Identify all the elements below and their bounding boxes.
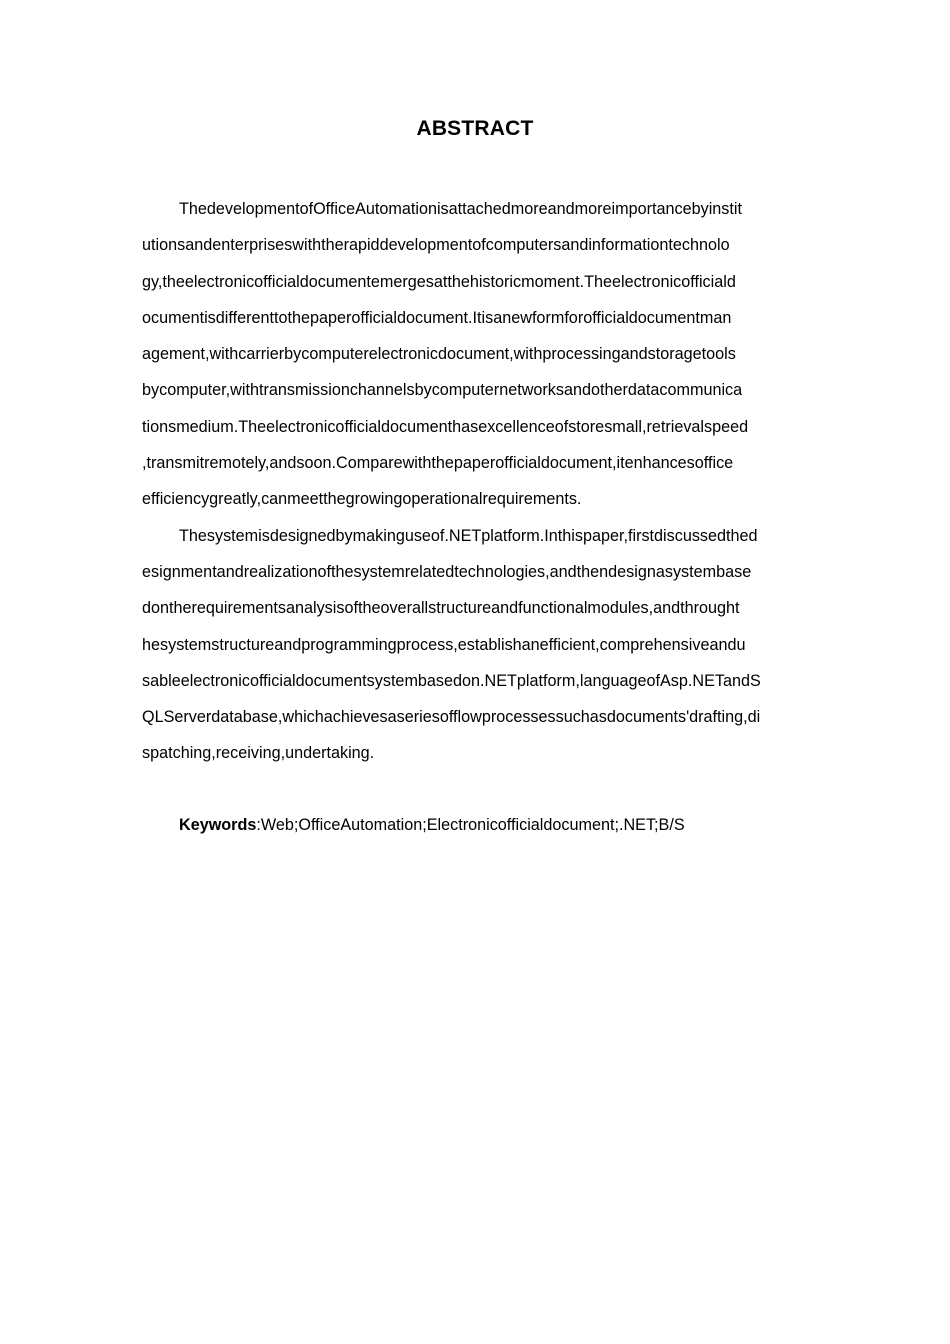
paragraph-2-line: dontherequirementsanalysisoftheoverallstructureandfunctionalmodules,andthrought <box>142 599 740 618</box>
paragraph-2-line: sableelectronicofficialdocumentsystembasedon.NETplatform,languageofAsp.NETandS <box>142 671 761 690</box>
paragraph-2-line: hesystemstructureandprogrammingprocess,establishanefficient,comprehensiveandu <box>142 635 746 654</box>
abstract-title: ABSTRACT <box>416 117 534 140</box>
paragraph-1-line: ThedevelopmentofOfficeAutomationisattachedmoreandmoreimportancebyinstit <box>179 200 742 218</box>
paragraph-1-line: tionsmedium.Theelectronicofficialdocumenthasexcellenceofstoresmall,retrievalspeed <box>142 417 749 436</box>
keywords-text: :Web;OfficeAutomation;Electronicofficialdocument;.NET;B/S <box>256 816 685 834</box>
paragraph-2-line: spatching,receiving,undertaking. <box>142 744 375 763</box>
paragraph-1-line: ocumentisdifferenttothepaperofficialdocument.Itisanewformforofficialdocumentman <box>142 308 732 327</box>
abstract-body <box>142 195 812 776</box>
paragraph-1-line: agement,withcarrierbycomputerelectronicdocument,withprocessingandstoragetools <box>142 345 736 364</box>
paragraph-1-line: ,transmitremotely,andsoon.Comparewiththepaperofficialdocument,itenhancesoffice <box>142 454 734 473</box>
paragraph-1-line: bycomputer,withtransmissionchannelsbycomputernetworksandotherdatacommunica <box>142 381 743 400</box>
paragraph-1-line: efficiencygreatly,canmeetthegrowingoperationalrequirements. <box>142 490 582 509</box>
paragraph-2-line: QLServerdatabase,whichachievesaseriesofflowprocessessuchasdocuments'drafting,di <box>142 708 761 727</box>
paragraph-1-line: gy,theelectronicofficialdocumentemergesatthehistoricmoment.Theelectronicofficiald <box>142 272 736 291</box>
keywords-line <box>179 811 685 839</box>
keywords-label: Keywords <box>179 816 257 834</box>
paragraph-2-line: esignmentandrealizationofthesystemrelatedtechnologies,andthendesignasystembase <box>142 562 752 581</box>
paragraph-2-line: Thesystemisdesignedbymakinguseof.NETplatform.Inthispaper,firstdiscussedthed <box>179 526 758 545</box>
paragraph-1-line: utionsandenterpriseswiththerapiddevelopmentofcomputersandinformationtechnolo <box>142 236 730 255</box>
